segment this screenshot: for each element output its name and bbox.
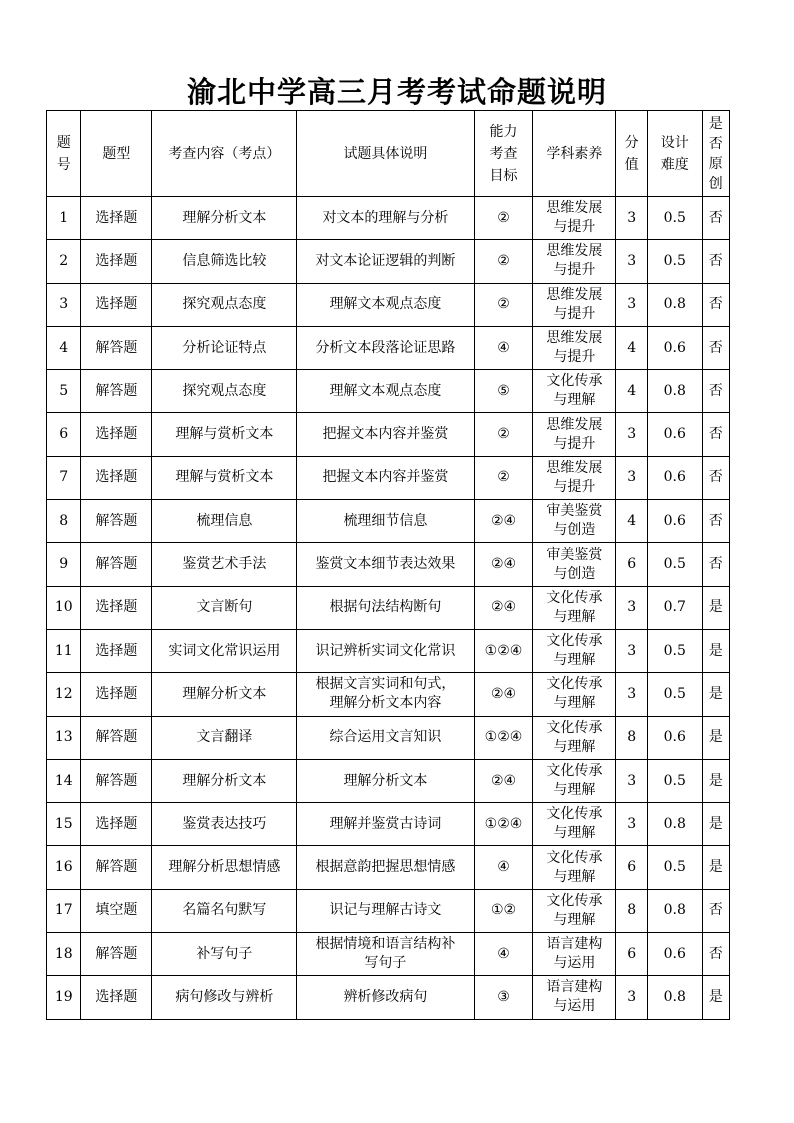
cell-content: 理解分析文本 bbox=[152, 197, 297, 240]
cell-type: 选择题 bbox=[81, 456, 152, 499]
cell-content: 鉴赏表达技巧 bbox=[152, 803, 297, 846]
cell-literacy: 思维发展 与提升 bbox=[533, 197, 616, 240]
cell-literacy: 语言建构 与运用 bbox=[533, 933, 616, 976]
cell-original: 否 bbox=[702, 543, 729, 586]
cell-desc: 分析文本段落论证思路 bbox=[297, 326, 474, 369]
cell-difficulty: 0.5 bbox=[647, 846, 702, 889]
cell-desc: 梳理细节信息 bbox=[297, 500, 474, 543]
cell-type: 选择题 bbox=[81, 240, 152, 283]
cell-score: 3 bbox=[616, 413, 647, 456]
header-content: 考查内容（考点） bbox=[152, 111, 297, 197]
cell-ability: ①② bbox=[474, 889, 533, 932]
cell-type: 选择题 bbox=[81, 197, 152, 240]
cell-num: 12 bbox=[47, 673, 81, 716]
cell-ability: ②④ bbox=[474, 586, 533, 629]
cell-difficulty: 0.8 bbox=[647, 976, 702, 1019]
cell-score: 4 bbox=[616, 326, 647, 369]
cell-score: 4 bbox=[616, 370, 647, 413]
cell-ability: ②④ bbox=[474, 500, 533, 543]
cell-difficulty: 0.5 bbox=[647, 673, 702, 716]
cell-literacy: 文化传承 与理解 bbox=[533, 846, 616, 889]
cell-content: 病句修改与辨析 bbox=[152, 976, 297, 1019]
cell-score: 3 bbox=[616, 197, 647, 240]
cell-original: 是 bbox=[702, 673, 729, 716]
cell-literacy: 思维发展 与提升 bbox=[533, 326, 616, 369]
cell-content: 理解与赏析文本 bbox=[152, 413, 297, 456]
cell-type: 选择题 bbox=[81, 629, 152, 672]
cell-literacy: 文化传承 与理解 bbox=[533, 629, 616, 672]
cell-type: 选择题 bbox=[81, 586, 152, 629]
cell-score: 8 bbox=[616, 889, 647, 932]
cell-original: 是 bbox=[702, 759, 729, 802]
page-title: 渝北中学高三月考考试命题说明 bbox=[186, 75, 607, 109]
cell-content: 探究观点态度 bbox=[152, 283, 297, 326]
cell-content: 理解分析文本 bbox=[152, 673, 297, 716]
cell-literacy: 文化传承 与理解 bbox=[533, 889, 616, 932]
cell-num: 3 bbox=[47, 283, 81, 326]
cell-difficulty: 0.6 bbox=[647, 326, 702, 369]
cell-num: 5 bbox=[47, 370, 81, 413]
table-row bbox=[47, 456, 730, 499]
cell-score: 3 bbox=[616, 803, 647, 846]
cell-desc: 根据意韵把握思想情感 bbox=[297, 846, 474, 889]
cell-difficulty: 0.6 bbox=[647, 500, 702, 543]
table-row bbox=[47, 716, 730, 759]
cell-content: 文言断句 bbox=[152, 586, 297, 629]
cell-original: 是 bbox=[702, 629, 729, 672]
cell-desc: 理解文本观点态度 bbox=[297, 283, 474, 326]
cell-content: 鉴赏艺术手法 bbox=[152, 543, 297, 586]
cell-difficulty: 0.8 bbox=[647, 889, 702, 932]
cell-num: 14 bbox=[47, 759, 81, 802]
table-row bbox=[47, 803, 730, 846]
header-num: 题 号 bbox=[47, 111, 81, 197]
cell-literacy: 文化传承 与理解 bbox=[533, 803, 616, 846]
cell-desc: 识记与理解古诗文 bbox=[297, 889, 474, 932]
cell-score: 3 bbox=[616, 976, 647, 1019]
cell-literacy: 思维发展 与提升 bbox=[533, 456, 616, 499]
table-row bbox=[47, 370, 730, 413]
cell-desc: 鉴赏文本细节表达效果 bbox=[297, 543, 474, 586]
cell-type: 选择题 bbox=[81, 976, 152, 1019]
cell-num: 6 bbox=[47, 413, 81, 456]
cell-literacy: 文化传承 与理解 bbox=[533, 673, 616, 716]
cell-num: 17 bbox=[47, 889, 81, 932]
cell-desc: 识记辨析实词文化常识 bbox=[297, 629, 474, 672]
cell-score: 3 bbox=[616, 586, 647, 629]
table-row bbox=[47, 240, 730, 283]
cell-literacy: 语言建构 与运用 bbox=[533, 976, 616, 1019]
cell-score: 3 bbox=[616, 629, 647, 672]
cell-difficulty: 0.6 bbox=[647, 716, 702, 759]
cell-literacy: 文化传承 与理解 bbox=[533, 586, 616, 629]
cell-literacy: 文化传承 与理解 bbox=[533, 370, 616, 413]
table-row bbox=[47, 846, 730, 889]
cell-desc: 辨析修改病句 bbox=[297, 976, 474, 1019]
cell-desc: 根据情境和语言结构补 写句子 bbox=[297, 933, 474, 976]
cell-type: 解答题 bbox=[81, 716, 152, 759]
cell-original: 否 bbox=[702, 240, 729, 283]
cell-type: 解答题 bbox=[81, 543, 152, 586]
cell-difficulty: 0.8 bbox=[647, 370, 702, 413]
cell-difficulty: 0.8 bbox=[647, 803, 702, 846]
header-desc: 试题具体说明 bbox=[297, 111, 474, 197]
cell-desc: 对文本的理解与分析 bbox=[297, 197, 474, 240]
cell-content: 理解分析思想情感 bbox=[152, 846, 297, 889]
cell-num: 18 bbox=[47, 933, 81, 976]
table-row bbox=[47, 197, 730, 240]
cell-type: 解答题 bbox=[81, 933, 152, 976]
cell-type: 解答题 bbox=[81, 759, 152, 802]
cell-original: 否 bbox=[702, 283, 729, 326]
table-row bbox=[47, 500, 730, 543]
cell-ability: ②④ bbox=[474, 759, 533, 802]
cell-original: 否 bbox=[702, 413, 729, 456]
cell-literacy: 思维发展 与提升 bbox=[533, 240, 616, 283]
cell-type: 选择题 bbox=[81, 673, 152, 716]
cell-ability: ③ bbox=[474, 976, 533, 1019]
cell-original: 否 bbox=[702, 197, 729, 240]
cell-ability: ② bbox=[474, 413, 533, 456]
cell-ability: ②④ bbox=[474, 543, 533, 586]
cell-ability: ①②④ bbox=[474, 629, 533, 672]
cell-difficulty: 0.8 bbox=[647, 283, 702, 326]
cell-difficulty: 0.5 bbox=[647, 543, 702, 586]
cell-content: 理解分析文本 bbox=[152, 759, 297, 802]
table-row bbox=[47, 586, 730, 629]
cell-literacy: 审美鉴赏 与创造 bbox=[533, 500, 616, 543]
cell-type: 解答题 bbox=[81, 500, 152, 543]
cell-type: 选择题 bbox=[81, 803, 152, 846]
cell-desc: 根据句法结构断句 bbox=[297, 586, 474, 629]
table-row bbox=[47, 673, 730, 716]
cell-ability: ② bbox=[474, 197, 533, 240]
cell-ability: ④ bbox=[474, 933, 533, 976]
cell-desc: 理解分析文本 bbox=[297, 759, 474, 802]
cell-score: 8 bbox=[616, 716, 647, 759]
cell-desc: 理解文本观点态度 bbox=[297, 370, 474, 413]
cell-difficulty: 0.6 bbox=[647, 413, 702, 456]
cell-original: 否 bbox=[702, 370, 729, 413]
cell-original: 是 bbox=[702, 846, 729, 889]
cell-difficulty: 0.7 bbox=[647, 586, 702, 629]
cell-score: 3 bbox=[616, 283, 647, 326]
cell-num: 4 bbox=[47, 326, 81, 369]
header-type: 题型 bbox=[81, 111, 152, 197]
cell-type: 填空题 bbox=[81, 889, 152, 932]
cell-difficulty: 0.6 bbox=[647, 456, 702, 499]
cell-content: 名篇名句默写 bbox=[152, 889, 297, 932]
cell-content: 实词文化常识运用 bbox=[152, 629, 297, 672]
exam-spec-table bbox=[46, 110, 730, 1020]
cell-ability: ④ bbox=[474, 326, 533, 369]
cell-original: 是 bbox=[702, 976, 729, 1019]
cell-desc: 理解并鉴赏古诗词 bbox=[297, 803, 474, 846]
cell-content: 梳理信息 bbox=[152, 500, 297, 543]
cell-literacy: 文化传承 与理解 bbox=[533, 759, 616, 802]
cell-num: 8 bbox=[47, 500, 81, 543]
cell-num: 2 bbox=[47, 240, 81, 283]
cell-difficulty: 0.6 bbox=[647, 933, 702, 976]
cell-num: 19 bbox=[47, 976, 81, 1019]
cell-original: 是 bbox=[702, 586, 729, 629]
cell-desc: 根据文言实词和句式， 理解分析文本内容 bbox=[297, 673, 474, 716]
cell-score: 6 bbox=[616, 846, 647, 889]
cell-num: 16 bbox=[47, 846, 81, 889]
table-row bbox=[47, 759, 730, 802]
cell-type: 选择题 bbox=[81, 413, 152, 456]
header-score: 分 值 bbox=[616, 111, 647, 197]
cell-content: 探究观点态度 bbox=[152, 370, 297, 413]
cell-type: 解答题 bbox=[81, 370, 152, 413]
cell-score: 3 bbox=[616, 673, 647, 716]
cell-original: 否 bbox=[702, 933, 729, 976]
cell-ability: ⑤ bbox=[474, 370, 533, 413]
cell-desc: 把握文本内容并鉴赏 bbox=[297, 456, 474, 499]
cell-desc: 把握文本内容并鉴赏 bbox=[297, 413, 474, 456]
cell-literacy: 文化传承 与理解 bbox=[533, 716, 616, 759]
cell-difficulty: 0.5 bbox=[647, 197, 702, 240]
table-row bbox=[47, 889, 730, 932]
cell-type: 选择题 bbox=[81, 283, 152, 326]
cell-ability: ②④ bbox=[474, 673, 533, 716]
cell-difficulty: 0.5 bbox=[647, 629, 702, 672]
table-row bbox=[47, 976, 730, 1019]
cell-ability: ② bbox=[474, 283, 533, 326]
cell-score: 6 bbox=[616, 543, 647, 586]
cell-original: 是 bbox=[702, 803, 729, 846]
cell-type: 解答题 bbox=[81, 326, 152, 369]
cell-num: 11 bbox=[47, 629, 81, 672]
cell-original: 否 bbox=[702, 889, 729, 932]
cell-ability: ①②④ bbox=[474, 716, 533, 759]
header-difficulty: 设计 难度 bbox=[647, 111, 702, 197]
table-row bbox=[47, 933, 730, 976]
cell-num: 13 bbox=[47, 716, 81, 759]
table-header-row bbox=[47, 111, 730, 197]
table-row bbox=[47, 629, 730, 672]
cell-num: 1 bbox=[47, 197, 81, 240]
cell-num: 9 bbox=[47, 543, 81, 586]
cell-content: 补写句子 bbox=[152, 933, 297, 976]
header-ability: 能力 考查 目标 bbox=[474, 111, 533, 197]
table-row bbox=[47, 413, 730, 456]
cell-difficulty: 0.5 bbox=[647, 240, 702, 283]
cell-original: 否 bbox=[702, 500, 729, 543]
header-literacy: 学科素养 bbox=[533, 111, 616, 197]
cell-ability: ② bbox=[474, 456, 533, 499]
table-row bbox=[47, 326, 730, 369]
cell-score: 4 bbox=[616, 500, 647, 543]
cell-content: 信息筛选比较 bbox=[152, 240, 297, 283]
cell-desc: 综合运用文言知识 bbox=[297, 716, 474, 759]
cell-literacy: 思维发展 与提升 bbox=[533, 283, 616, 326]
cell-num: 7 bbox=[47, 456, 81, 499]
cell-desc: 对文本论证逻辑的判断 bbox=[297, 240, 474, 283]
header-original: 是 否 原 创 bbox=[702, 111, 729, 197]
cell-original: 是 bbox=[702, 716, 729, 759]
cell-type: 解答题 bbox=[81, 846, 152, 889]
cell-content: 理解与赏析文本 bbox=[152, 456, 297, 499]
cell-content: 文言翻译 bbox=[152, 716, 297, 759]
cell-content: 分析论证特点 bbox=[152, 326, 297, 369]
cell-num: 15 bbox=[47, 803, 81, 846]
cell-score: 3 bbox=[616, 240, 647, 283]
cell-ability: ①②④ bbox=[474, 803, 533, 846]
cell-original: 否 bbox=[702, 326, 729, 369]
cell-num: 10 bbox=[47, 586, 81, 629]
cell-literacy: 审美鉴赏 与创造 bbox=[533, 543, 616, 586]
cell-score: 3 bbox=[616, 456, 647, 499]
cell-score: 6 bbox=[616, 933, 647, 976]
cell-ability: ② bbox=[474, 240, 533, 283]
cell-ability: ④ bbox=[474, 846, 533, 889]
cell-literacy: 思维发展 与提升 bbox=[533, 413, 616, 456]
cell-original: 否 bbox=[702, 456, 729, 499]
cell-difficulty: 0.5 bbox=[647, 759, 702, 802]
table-row bbox=[47, 543, 730, 586]
cell-score: 3 bbox=[616, 759, 647, 802]
table-row bbox=[47, 283, 730, 326]
